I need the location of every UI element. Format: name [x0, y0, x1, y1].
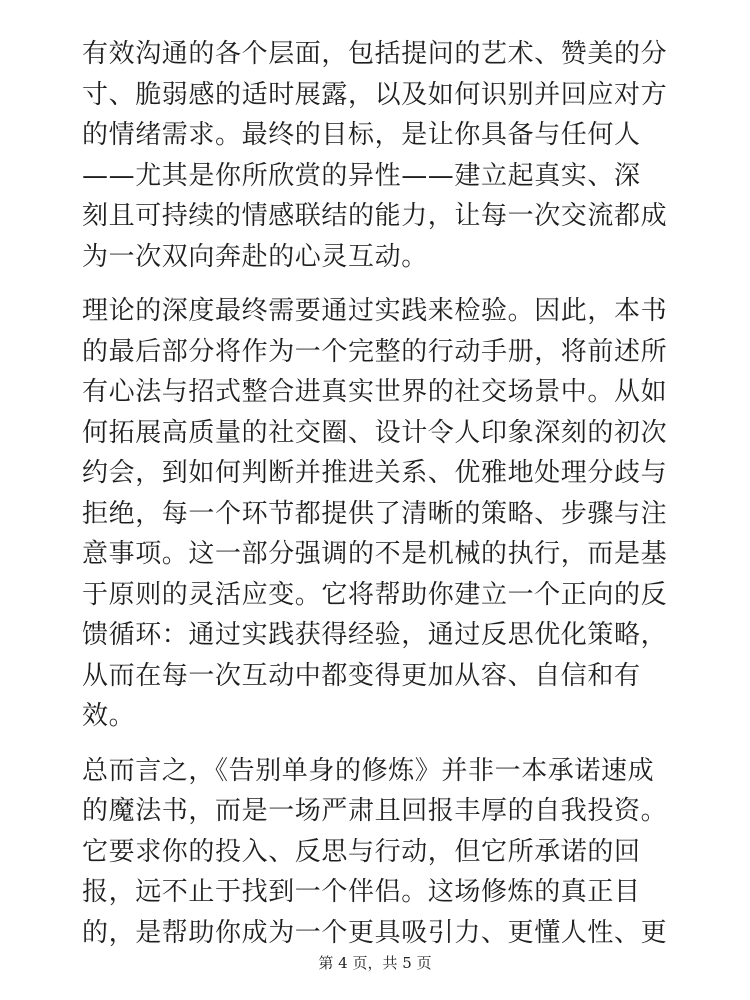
paragraph-line: 的魔法书，而是一场严肃且回报丰厚的自我投资。: [82, 796, 668, 826]
paragraph-3: [82, 751, 682, 954]
paragraph-line: 于原则的灵活应变。它将帮助你建立一个正向的反: [82, 579, 668, 610]
page-number-footer: 第 4 页，共 5 页: [318, 954, 432, 972]
paragraph-line: 馈循环：通过实践获得经验，通过反思优化策略，: [82, 620, 668, 650]
paragraph-line: 的最后部分将作为一个完整的行动手册，将前述所: [82, 336, 668, 367]
paragraph-line: 效。: [82, 701, 136, 731]
paragraph-line: 寸、脆弱感的适时展露，以及如何识别并回应对方: [82, 79, 668, 110]
paragraph-line: 刻且可持续的情感联结的能力，让每一次交流都成: [82, 201, 668, 231]
page-body: [82, 34, 682, 967]
paragraph-line: 有心法与招式整合进真实世界的社交场景中。从如: [82, 377, 668, 407]
paragraph-line: 为一次双向奔赴的心灵互动。: [82, 241, 428, 272]
paragraph-line: 它要求你的投入、反思与行动，但它所承诺的回: [82, 836, 641, 867]
paragraph-line: ——尤其是你所欣赏的异性——建立起真实、深: [82, 160, 641, 191]
paragraph-line: 报，远不止于找到一个伴侣。这场修炼的真正目: [82, 877, 641, 907]
paragraph-line: 总而言之，《告别单身的修炼》并非一本承诺速成: [82, 755, 655, 786]
paragraph-line: 的，是帮助你成为一个更具吸引力、更懂人性、更: [82, 917, 668, 948]
paragraph-1: [82, 34, 682, 277]
paragraph-line: 从而在每一次互动中都变得更加从容、自信和有: [82, 660, 641, 691]
paragraph-line: 有效沟通的各个层面，包括提问的艺术、赞美的分: [82, 39, 668, 69]
paragraph-line: 何拓展高质量的社交圈、设计令人印象深刻的初次: [82, 417, 668, 448]
paragraph-line: 意事项。这一部分强调的不是机械的执行，而是基: [82, 539, 668, 569]
paragraph-line: 拒绝，每一个环节都提供了清晰的策略、步骤与注: [82, 498, 668, 529]
paragraph-2: [82, 291, 682, 737]
paragraph-line: 理论的深度最终需要通过实践来检验。因此，本书: [82, 296, 668, 326]
paragraph-line: 约会，到如何判断并推进关系、优雅地处理分歧与: [82, 458, 668, 488]
paragraph-line: 的情绪需求。最终的目标，是让你具备与任何人: [82, 120, 641, 150]
